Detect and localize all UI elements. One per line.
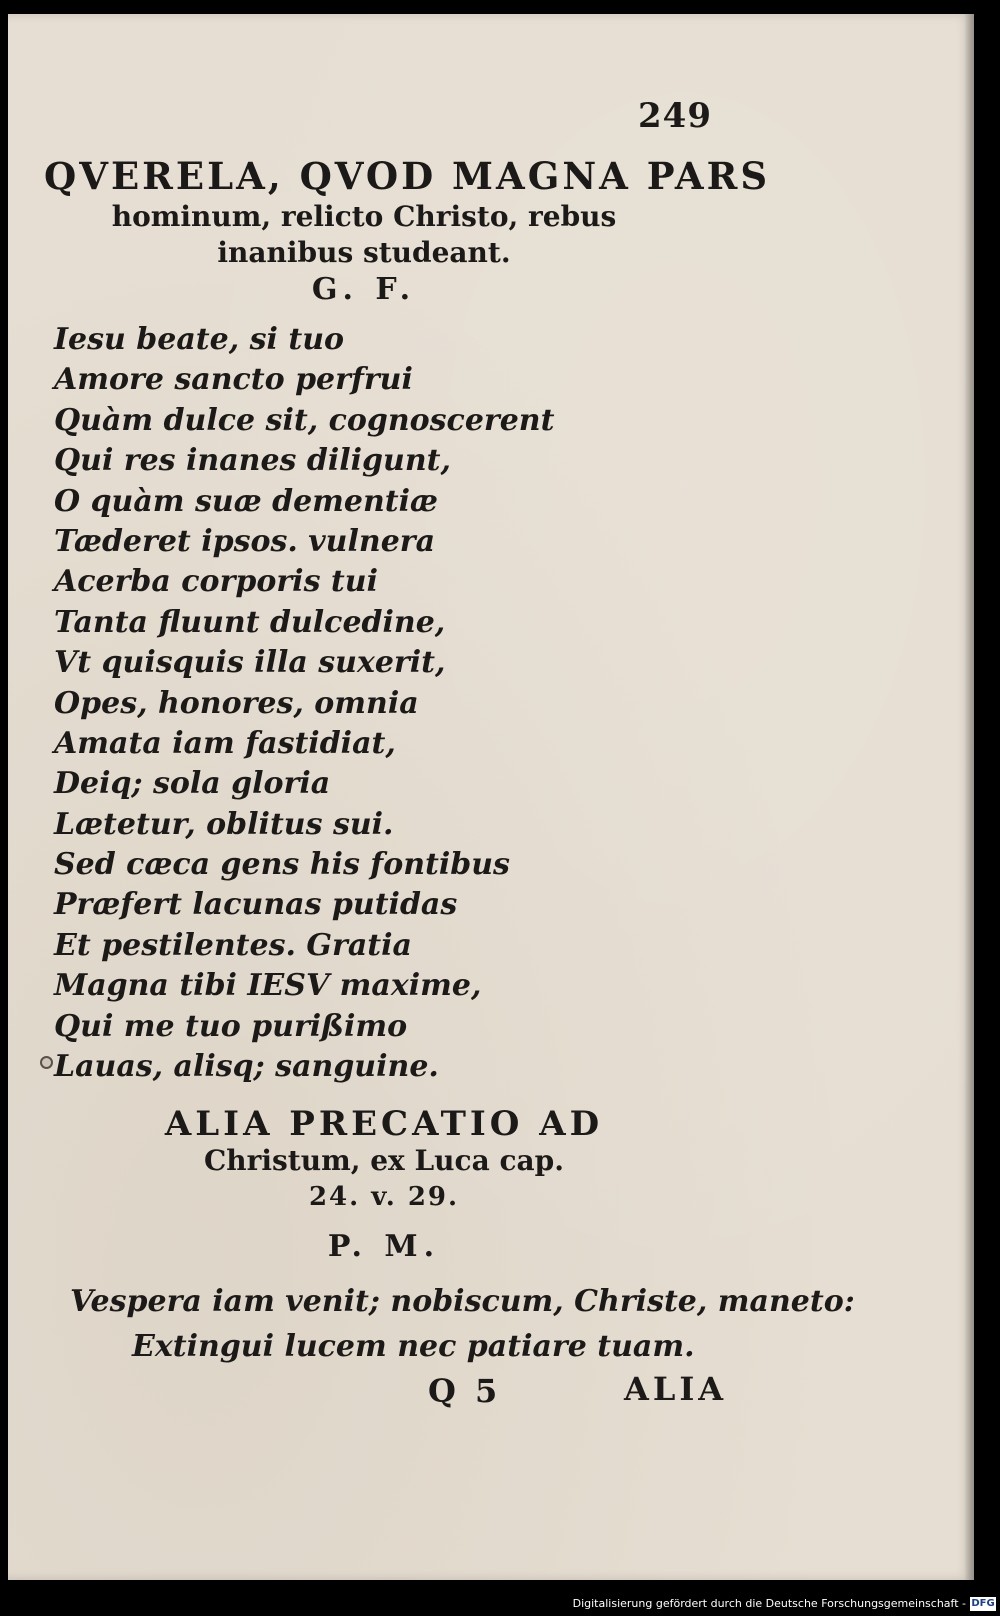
- page-edge-shadow: [964, 14, 974, 1580]
- verse-line: Qui res inanes diligunt,: [54, 443, 451, 479]
- verse-line: Quàm dulce sit, cognoscerent: [54, 402, 555, 438]
- digitization-credit: Digitalisierung gefördert durch die Deutsche Forschungsgemeinschaft -: [572, 1597, 966, 1610]
- verse-line: Et pestilentes. Gratia: [54, 927, 412, 963]
- verse-line: O quàm suæ dementiæ: [54, 483, 438, 519]
- prayer-author-initials: P. M.: [327, 1229, 441, 1264]
- verse-line: Qui me tuo purißimo: [54, 1008, 408, 1044]
- dfg-logo: DFG: [971, 1598, 995, 1609]
- poem-verses: [54, 320, 554, 1087]
- signature-mark: Q 5: [428, 1372, 502, 1410]
- verse-line: Magna tibi IESV maxime,: [54, 968, 482, 1004]
- prayer-reference: 24. v. 29.: [308, 1182, 460, 1212]
- verse-line: Præfert lacunas putidas: [54, 887, 458, 923]
- verse-line: Deiq; sola gloria: [54, 766, 331, 802]
- verse-line: Vt quisquis illa suxerit,: [54, 645, 446, 681]
- verse-line: Tanta fluunt dulcedine,: [54, 604, 446, 640]
- page-number: 249: [638, 96, 712, 136]
- poem-title: QVERELA, QVOD MAGNA PARS: [44, 154, 771, 198]
- ink-stain-mark: [40, 1056, 53, 1069]
- poem-author-initials: G. F.: [311, 272, 417, 307]
- verse-line: Opes, honores, omnia: [54, 685, 419, 721]
- poem-subtitle-line-1: hominum, relicto Christo, rebus: [111, 200, 617, 233]
- poem-subtitle-line-2: inanibus studeant.: [217, 236, 511, 269]
- verse-line: Iesu beate, si tuo: [54, 322, 345, 357]
- verse-line: Tæderet ipsos. vulnera: [54, 523, 436, 559]
- book-page: [8, 14, 974, 1580]
- prayer-title: ALIA PRECATIO AD: [164, 1104, 604, 1144]
- verse-line: Sed cæca gens his fontibus: [54, 847, 510, 883]
- verse-line: Acerba corporis tui: [54, 564, 378, 600]
- footer-bar: [0, 1588, 1000, 1616]
- distich-line-2: Extingui lucem nec patiare tuam.: [132, 1329, 695, 1364]
- catchword: ALIA: [624, 1370, 728, 1408]
- prayer-subtitle-line-1: Christum, ex Luca cap.: [204, 1144, 564, 1177]
- verse-line: Lætetur, oblitus sui.: [54, 806, 394, 842]
- verse-line: Amata iam fastidiat,: [54, 725, 396, 761]
- verse-line: Amore sancto perfrui: [54, 362, 413, 398]
- distich-line-1: Vespera iam venit; nobiscum, Christe, maneto:: [70, 1284, 855, 1319]
- verse-line: Lauas, alisq; sanguine.: [54, 1049, 439, 1085]
